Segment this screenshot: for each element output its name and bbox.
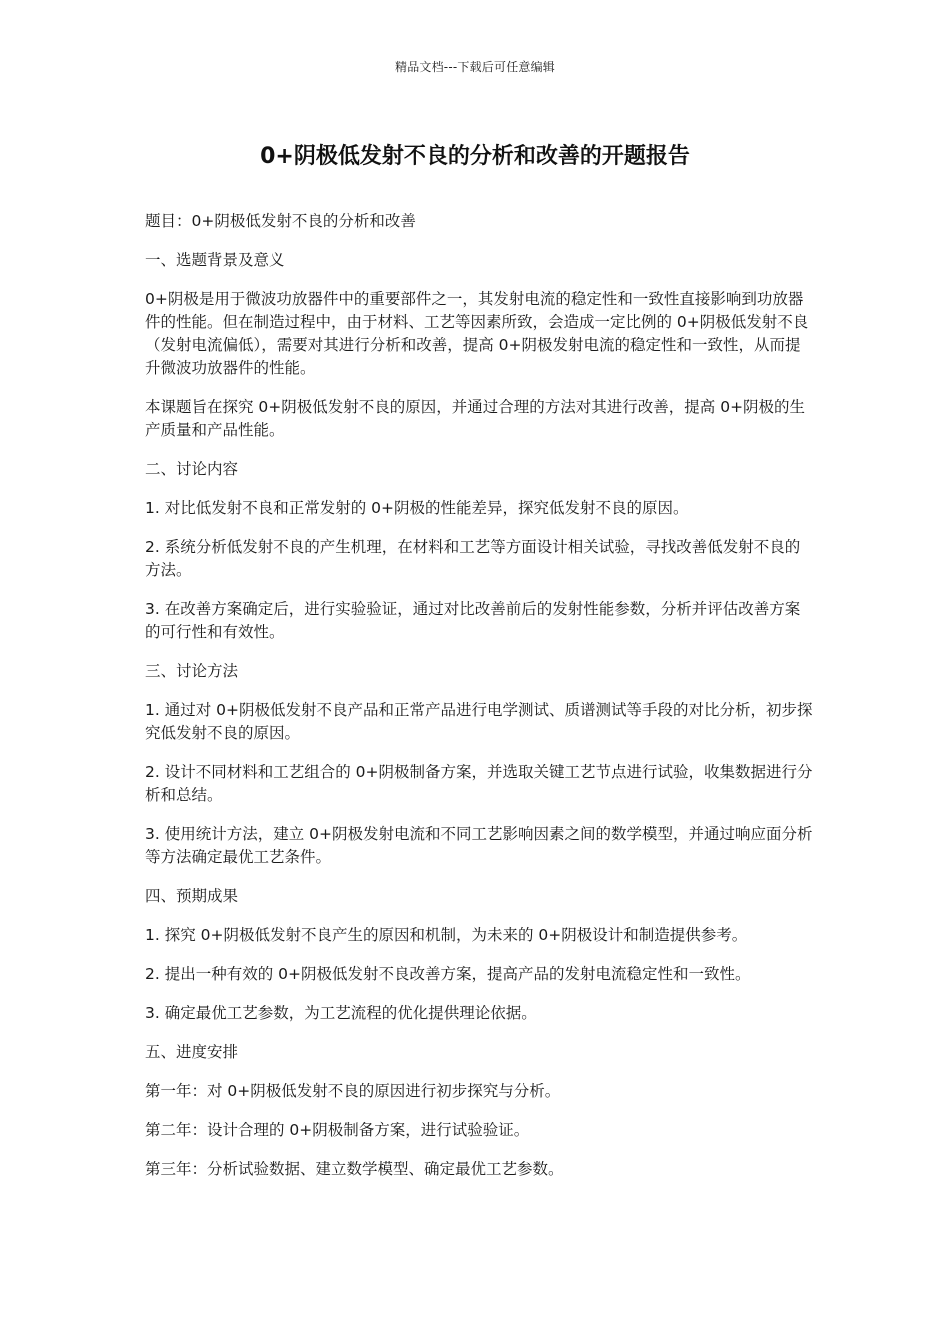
method-item-2: 2. 设计不同材料和工艺组合的 0+阴极制备方案，并选取关键工艺节点进行试验，收集数据进行分析和总结。 <box>145 763 813 804</box>
document-body <box>145 210 815 1197</box>
result-item-3: 3. 确定最优工艺参数，为工艺流程的优化提供理论依据。 <box>145 1004 537 1022</box>
section-heading-methods: 三、讨论方法 <box>145 662 239 680</box>
header-note: 精品文档---下载后可任意编辑 <box>395 60 555 74</box>
schedule-item-2: 第二年：设计合理的 0+阴极制备方案，进行试验验证。 <box>145 1121 530 1139</box>
method-item-1: 1. 通过对 0+阴极低发射不良产品和正常产品进行电学测试、质谱测试等手段的对比分析，初步探究低发射不良的原因。 <box>145 701 813 742</box>
background-paragraph-1: 0+阴极是用于微波功放器件中的重要部件之一，其发射电流的稳定性和一致性直接影响到功放器件的性能。但在制造过程中，由于材料、工艺等因素所致，会造成一定比例的 0+阴极低发射不良（发射电流偏低），需要对其进行分析和改善，提高 0+阴极发射电流的稳定性和一致性，从而提升微波功放器件的性能。 <box>145 290 809 377</box>
topic-line: 题目：0+阴极低发射不良的分析和改善 <box>145 212 416 230</box>
content-item-2: 2. 系统分析低发射不良的产生机理，在材料和工艺等方面设计相关试验，寻找改善低发射不良的方法。 <box>145 538 801 579</box>
section-heading-schedule: 五、进度安排 <box>145 1043 239 1061</box>
schedule-item-3: 第三年：分析试验数据、建立数学模型、确定最优工艺参数。 <box>145 1160 564 1178</box>
schedule-item-1: 第一年：对 0+阴极低发射不良的原因进行初步探究与分析。 <box>145 1082 561 1100</box>
section-heading-content: 二、讨论内容 <box>145 460 239 478</box>
result-item-2: 2. 提出一种有效的 0+阴极低发射不良改善方案，提高产品的发射电流稳定性和一致性。 <box>145 965 751 983</box>
method-item-3: 3. 使用统计方法，建立 0+阴极发射电流和不同工艺影响因素之间的数学模型，并通过响应面分析等方法确定最优工艺条件。 <box>145 825 813 866</box>
content-item-3: 3. 在改善方案确定后，进行实验验证，通过对比改善前后的发射性能参数，分析并评估改善方案的可行性和有效性。 <box>145 600 801 641</box>
result-item-1: 1. 探究 0+阴极低发射不良产生的原因和机制，为未来的 0+阴极设计和制造提供参考。 <box>145 926 748 944</box>
document-title: 0+阴极低发射不良的分析和改善的开题报告 <box>260 144 690 169</box>
content-item-1: 1. 对比低发射不良和正常发射的 0+阴极的性能差异，探究低发射不良的原因。 <box>145 499 689 517</box>
background-paragraph-2: 本课题旨在探究 0+阴极低发射不良的原因，并通过合理的方法对其进行改善，提高 0+阴极的生产质量和产品性能。 <box>145 398 806 439</box>
section-heading-background: 一、选题背景及意义 <box>145 251 285 269</box>
section-heading-results: 四、预期成果 <box>145 887 239 905</box>
